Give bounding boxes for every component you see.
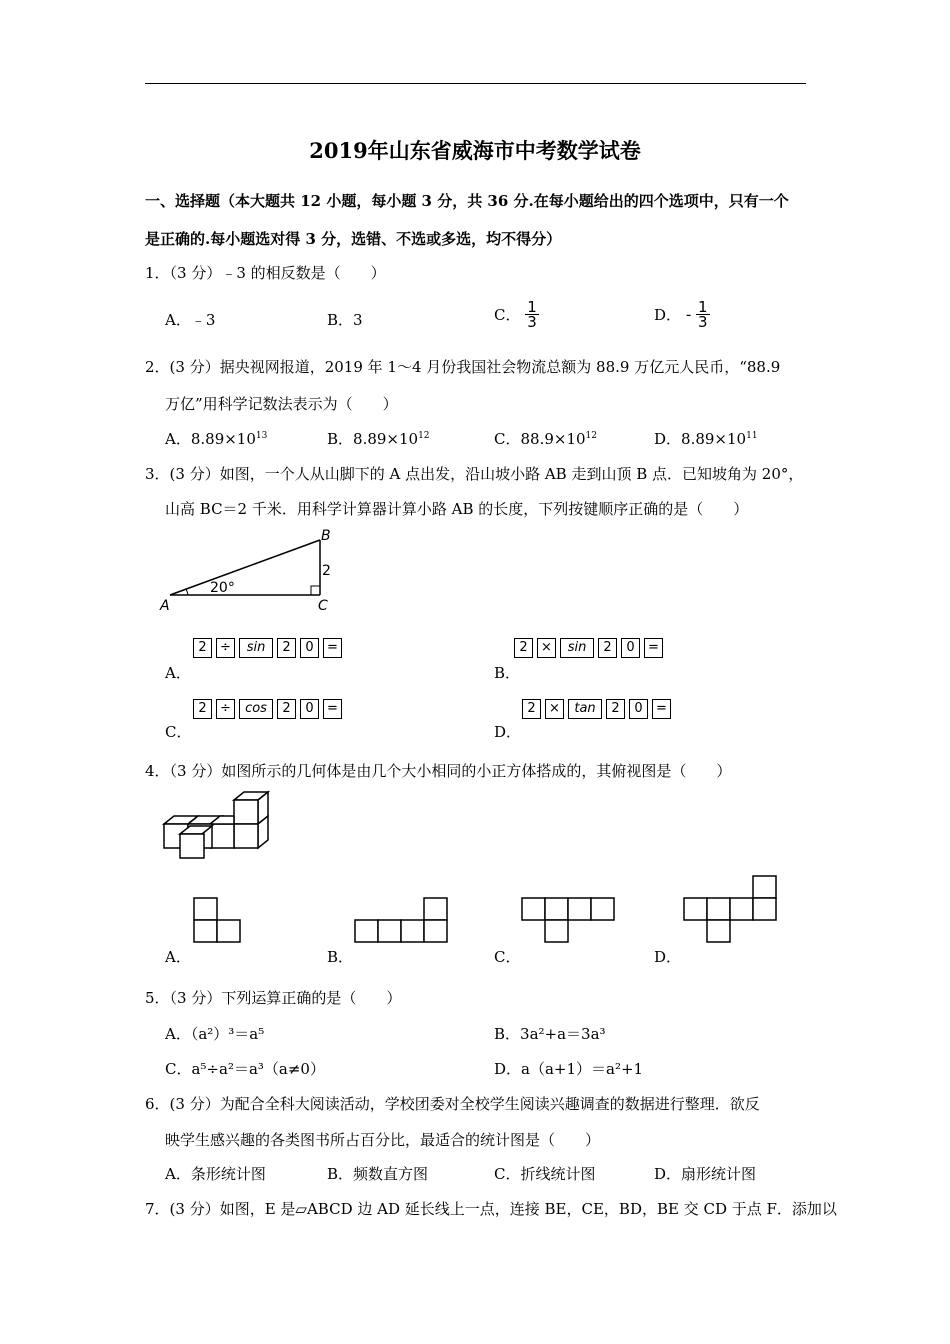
key: cos — [239, 699, 273, 719]
q1-option-c-label: C． — [494, 306, 521, 324]
q2-option-c — [494, 428, 597, 449]
point-a-label: A — [160, 598, 170, 614]
q1-option-b: B．3 — [327, 311, 363, 329]
q2-option-c-base: C．88.9×10 — [494, 430, 586, 448]
q6-option-a: A．条形统计图 — [165, 1165, 266, 1183]
q3-triangle-figure — [158, 522, 348, 614]
q1-option-d — [654, 300, 710, 329]
q3-option-d-label: D． — [494, 723, 522, 741]
top-rule — [145, 83, 806, 84]
q6-line1: 6．(3 分）为配合全科大阅读活动，学校团委对全校学生阅读兴趣调查的数据进行整理．欲反 — [145, 1095, 760, 1113]
q3-line1: 3．(3 分）如图，一个人从山脚下的 A 点出发，沿山坡小路 AB 走到山顶 B 点．已知坡角为 20°， — [145, 465, 804, 483]
q3-option-b-label: B． — [494, 664, 521, 682]
q3-option-d-keys — [522, 699, 675, 719]
fraction-numerator: 1 — [698, 298, 708, 316]
q4-cube-solid-figure — [160, 788, 275, 860]
q2-option-b-base: B．8.89×10 — [327, 430, 419, 448]
q2-option-b — [327, 428, 430, 449]
key: sin — [560, 638, 594, 658]
fraction-denominator: 3 — [698, 313, 708, 331]
q5-option-c: C．a⁵÷a²＝a³（a≠0） — [165, 1060, 325, 1078]
q4-option-a-label: A． — [165, 948, 191, 966]
q4-option-b-figure — [353, 896, 449, 944]
q4-option-b-label: B． — [327, 948, 354, 966]
point-c-label: C — [318, 598, 328, 614]
key: 2 — [193, 699, 212, 719]
point-b-label: B — [321, 528, 331, 544]
q3-option-a-keys — [193, 638, 346, 658]
key: × — [537, 638, 556, 658]
fraction-numerator: 1 — [527, 298, 537, 316]
q2-option-d-base: D．8.89×10 — [654, 430, 747, 448]
q2-option-a-exponent: 13 — [255, 431, 268, 441]
key: 0 — [629, 699, 648, 719]
q6-option-b: B．频数直方图 — [327, 1165, 429, 1183]
q2-option-a — [165, 428, 267, 449]
q3-option-b-keys — [514, 638, 667, 658]
fraction-denominator: 3 — [527, 313, 537, 331]
key: 0 — [621, 638, 640, 658]
q1-option-c — [494, 300, 539, 329]
q1-option-d-fraction — [696, 300, 710, 329]
key: = — [323, 699, 342, 719]
q1-option-c-fraction — [525, 300, 539, 329]
key: × — [545, 699, 564, 719]
q5-option-b: B．3a²+a＝3a³ — [494, 1025, 606, 1043]
q2-option-d-exponent: 11 — [746, 431, 758, 441]
q1-option-d-label: D． — [654, 306, 682, 324]
q2-option-a-base: A．8.89×10 — [165, 430, 256, 448]
section-heading-line1: 一、选择题（本大题共 12 小题，每小题 3 分，共 36 分.在每小题给出的四个选项中，只有一个 — [145, 192, 789, 210]
q3-option-c-keys — [193, 699, 346, 719]
height-label: 2 — [322, 563, 331, 579]
key: 0 — [300, 638, 319, 658]
q4-option-d-label: D． — [654, 948, 682, 966]
q4-option-c-label: C． — [494, 948, 521, 966]
q5-stem: 5．（3 分）下列运算正确的是（ ） — [145, 989, 402, 1007]
key: 2 — [193, 638, 212, 658]
q4-option-a-figure — [192, 896, 244, 944]
key: sin — [239, 638, 273, 658]
key: 0 — [300, 699, 319, 719]
angle-arc — [186, 589, 188, 595]
key: 2 — [277, 638, 296, 658]
key: tan — [568, 699, 602, 719]
q7-line1: 7．(3 分）如图，E 是▱ABCD 边 AD 延长线上一点，连接 BE，CE，BD，BE 交 CD 于点 F．添加以 — [145, 1200, 837, 1218]
page-title: 2019年山东省威海市中考数学试卷 — [309, 138, 641, 163]
q2-option-c-exponent: 12 — [585, 431, 597, 441]
q4-stem: 4．（3 分）如图所示的几何体是由几个大小相同的小正方体搭成的，其俯视图是（ ） — [145, 762, 732, 780]
right-angle-mark — [311, 586, 320, 595]
angle-label: 20° — [210, 580, 235, 596]
q3-line2: 山高 BC＝2 千米．用科学计算器计算小路 AB 的长度，下列按键顺序正确的是（ ） — [165, 500, 749, 518]
q6-line2: 映学生感兴趣的各类图书所占百分比，最适合的统计图是（ ） — [165, 1131, 601, 1149]
q6-option-c: C．折线统计图 — [494, 1165, 596, 1183]
q4-option-c-figure — [520, 896, 616, 944]
q5-option-a: A．（a²）³＝a⁵ — [165, 1025, 265, 1043]
key: 2 — [598, 638, 617, 658]
key: = — [652, 699, 671, 719]
q1-option-d-sign: - — [685, 305, 692, 324]
key: = — [644, 638, 663, 658]
key: ÷ — [216, 699, 235, 719]
q4-option-d-figure — [682, 874, 778, 944]
key: 2 — [606, 699, 625, 719]
key: 2 — [514, 638, 533, 658]
q2-option-d — [654, 428, 758, 449]
q1-option-a: A．﹣3 — [165, 311, 216, 329]
section-heading-line2: 是正确的.每小题选对得 3 分，选错、不选或多选，均不得分） — [145, 230, 562, 248]
q6-option-d: D．扇形统计图 — [654, 1165, 757, 1183]
q1-stem: 1．（3 分）﹣3 的相反数是（ ） — [145, 264, 386, 282]
q5-option-d: D．a（a+1）＝a²+1 — [494, 1060, 644, 1078]
triangle-side-ab — [170, 540, 320, 595]
key: ÷ — [216, 638, 235, 658]
q2-line2: 万亿”用科学记数法表示为（ ） — [165, 395, 398, 413]
key: 2 — [277, 699, 296, 719]
key: 2 — [522, 699, 541, 719]
q2-line1: 2．(3 分）据央视网报道，2019 年 1～4 月份我国社会物流总额为 88.9 万亿元人民币，“88.9 — [145, 358, 781, 376]
q2-option-b-exponent: 12 — [418, 431, 430, 441]
q3-option-a-label: A． — [165, 664, 191, 682]
q3-option-c-label: C． — [165, 723, 192, 741]
key: = — [323, 638, 342, 658]
